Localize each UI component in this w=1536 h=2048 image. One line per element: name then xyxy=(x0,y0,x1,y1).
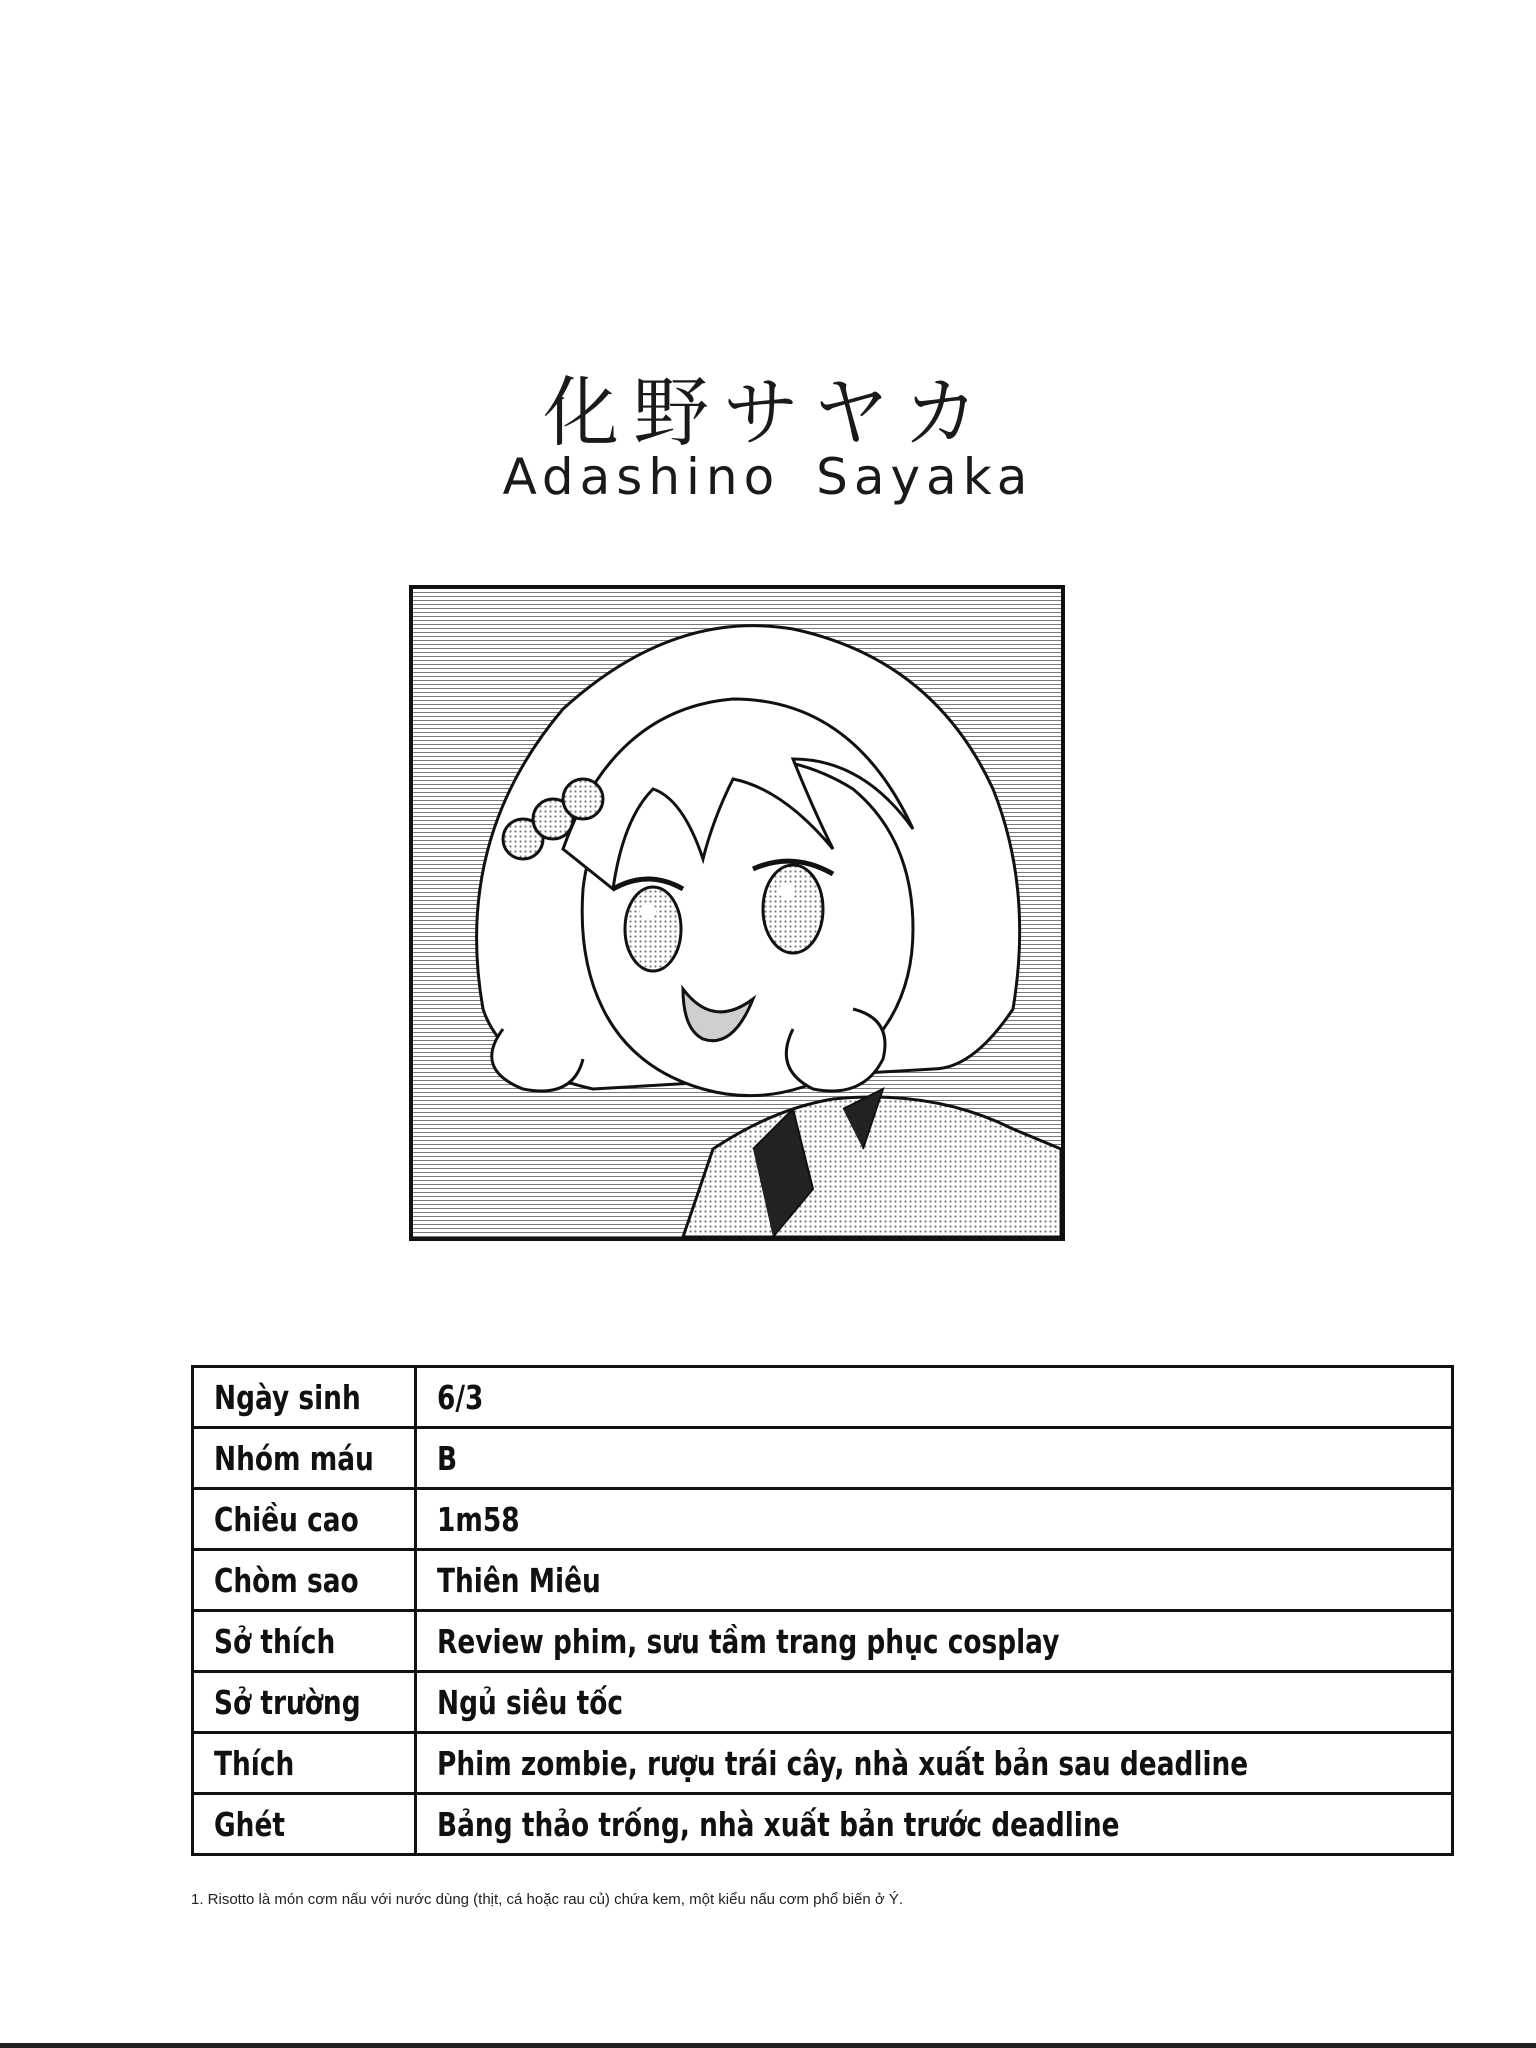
row-label: Sở thích xyxy=(214,1621,336,1661)
profile-table xyxy=(191,1365,1454,1856)
row-value: Thiên Miêu xyxy=(436,1560,601,1600)
row-value: 1m58 xyxy=(436,1499,520,1539)
table-row xyxy=(193,1794,1453,1855)
table-row xyxy=(193,1672,1453,1733)
row-value: Review phim, sưu tầm trang phục cosplay xyxy=(436,1621,1060,1661)
row-label: Nhóm máu xyxy=(214,1438,374,1478)
row-label: Thích xyxy=(214,1743,295,1783)
row-value: Ngủ siêu tốc xyxy=(436,1682,623,1722)
table-row xyxy=(193,1611,1453,1672)
footnote: 1. Risotto là món cơm nấu với nước dùng (thịt, cá hoặc rau củ) chứa kem, một kiểu nấu cơm phổ biến ở Ý. xyxy=(191,1891,904,1908)
row-label: Ghét xyxy=(214,1804,285,1844)
table-row xyxy=(193,1428,1453,1489)
row-label: Ngày sinh xyxy=(214,1377,361,1417)
row-label: Chòm sao xyxy=(214,1560,359,1600)
table-row xyxy=(193,1550,1453,1611)
japanese-name: 化野サヤカ xyxy=(543,368,993,457)
row-value: Bảng thảo trống, nhà xuất bản trước deadline xyxy=(436,1804,1120,1844)
table-row xyxy=(193,1733,1453,1794)
row-value: 6/3 xyxy=(436,1377,484,1417)
row-value: B xyxy=(436,1438,457,1478)
row-value: Phim zombie, rượu trái cây, nhà xuất bản sau deadline xyxy=(436,1743,1249,1783)
table-row xyxy=(193,1367,1453,1428)
bottom-divider xyxy=(0,2043,1536,2048)
row-label: Chiều cao xyxy=(214,1499,359,1539)
row-label: Sở trường xyxy=(214,1682,361,1722)
character-portrait xyxy=(409,585,1065,1241)
table-row xyxy=(193,1489,1453,1550)
romaji-name: Adashino Sayaka xyxy=(502,448,1034,506)
